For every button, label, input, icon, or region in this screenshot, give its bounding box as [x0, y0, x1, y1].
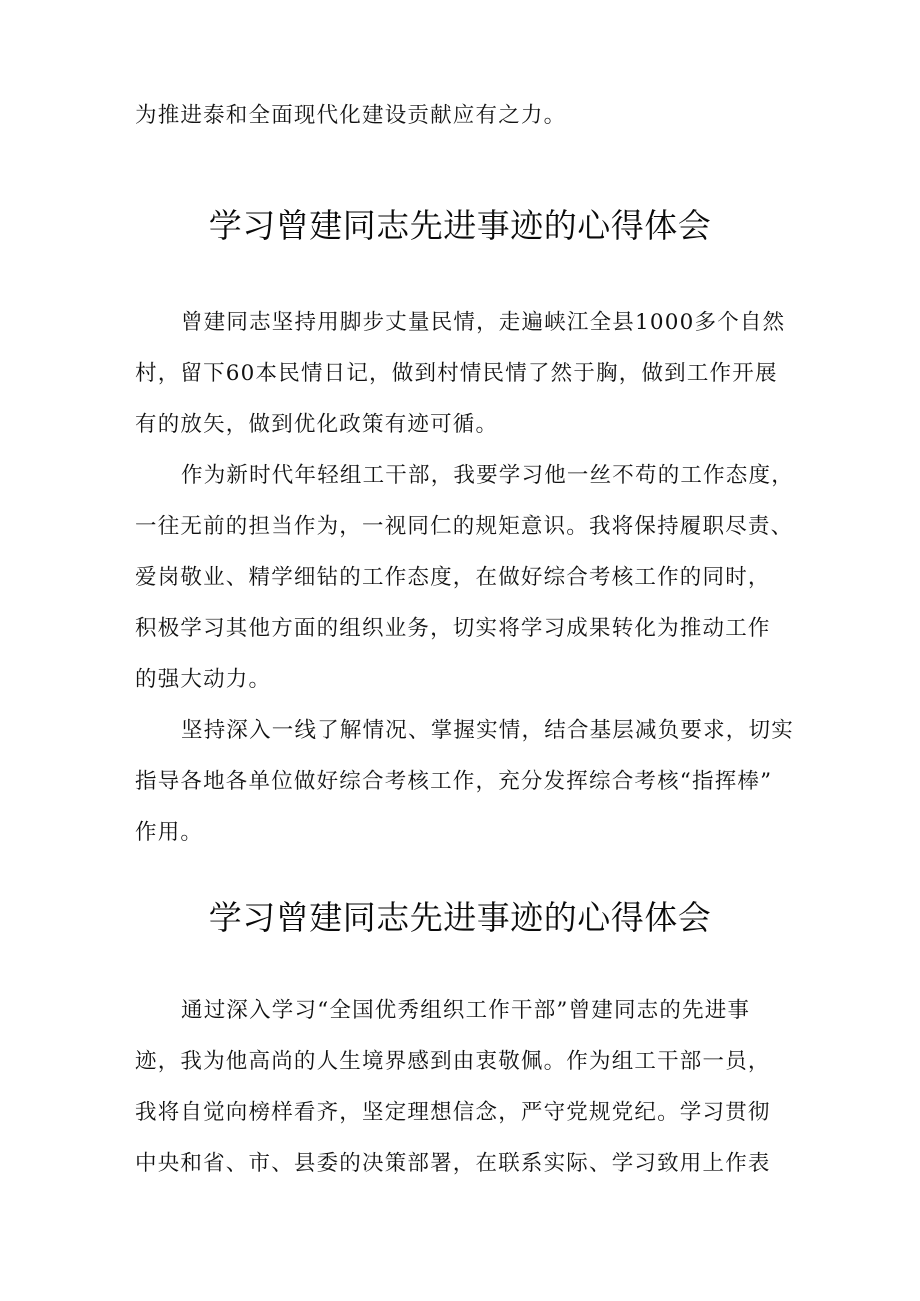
paragraph-line: 一往无前的担当作为，一视同仁的规矩意识。我将保持履职尽责、 — [135, 514, 794, 539]
paragraph-line: 通过深入学习“全国优秀组织工作干部”曾建同志的先进事 — [181, 998, 751, 1023]
paragraph-line: 中央和省、市、县委的决策部署，在联系实际、学习致用上作表 — [135, 1151, 771, 1176]
section-2-paragraph-1 — [135, 985, 787, 1189]
intro-paragraph — [135, 90, 787, 141]
paragraph-line: 积极学习其他方面的组织业务，切实将学习成果转化为推动工作 — [135, 616, 771, 641]
section-1-paragraph-2 — [135, 450, 794, 705]
section-1-paragraph-1 — [135, 297, 787, 450]
paragraph-line: 有的放矢，做到优化政策有迹可循。 — [135, 412, 499, 437]
paragraph-line: 我将自觉向榜样看齐，坚定理想信念，严守党规党纪。学习贯彻 — [135, 1100, 771, 1125]
paragraph-line: 指导各地各单位做好综合考核工作，充分发挥综合考核“指挥棒” — [135, 769, 773, 794]
section-1-body — [135, 297, 794, 858]
paragraph-line: 的强大动力。 — [135, 667, 272, 692]
paragraph-line: 迹，我为他高尚的人生境界感到由衷敬佩。作为组工干部一员， — [135, 1049, 771, 1074]
section-1-paragraph-3 — [135, 705, 794, 858]
section-1-title: 学习曾建同志先进事迹的心得体会 — [208, 206, 712, 245]
paragraph-line: 作为新时代年轻组工干部，我要学习他一丝不苟的工作态度， — [181, 463, 794, 488]
paragraph-line: 曾建同志坚持用脚步丈量民情，走遍峡江全县1000多个自然 — [181, 310, 786, 335]
paragraph-line: 作用。 — [135, 820, 204, 845]
paragraph-line: 村，留下60本民情日记，做到村情民情了然于胸，做到工作开展 — [135, 361, 778, 386]
section-2-title: 学习曾建同志先进事迹的心得体会 — [208, 898, 712, 937]
section-2-body — [135, 985, 787, 1189]
paragraph-line: 爱岗敬业、精学细钻的工作态度，在做好综合考核工作的同时， — [135, 565, 771, 590]
intro-line: 为推进泰和全面现代化建设贡献应有之力。 — [135, 103, 567, 128]
paragraph-line: 坚持深入一线了解情况、掌握实情，结合基层减负要求，切实 — [181, 718, 794, 743]
